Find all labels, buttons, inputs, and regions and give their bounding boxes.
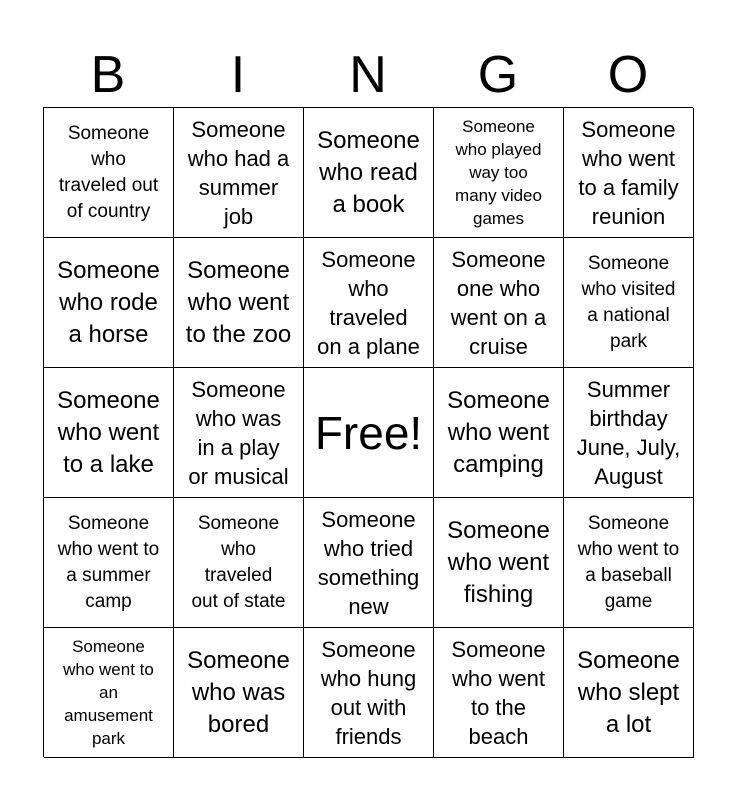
cell-text: Someone who went fishing [447, 516, 550, 608]
cell-text: Someone who hung out with friends [320, 636, 417, 749]
bingo-cell-r5c1[interactable] [44, 628, 174, 758]
bingo-board [43, 107, 693, 757]
cell-text: Someone who traveled on a plane [317, 246, 420, 359]
cell-text: Someone who slept a lot [577, 646, 680, 738]
cell-text: Someone who went to a family reunion [578, 116, 679, 229]
bingo-cell-r3c5[interactable] [564, 368, 694, 498]
bingo-cell-r1c2[interactable] [174, 108, 304, 238]
cell-text: Someone who went to a baseball game [577, 512, 680, 612]
bingo-cell-r5c5[interactable] [564, 628, 694, 758]
bingo-cell-r4c3[interactable] [304, 498, 434, 628]
cell-text: Someone who rode a horse [57, 256, 160, 348]
header-letter-i: I [230, 46, 246, 104]
bingo-cell-r1c3[interactable] [304, 108, 434, 238]
bingo-cell-r2c3[interactable] [304, 238, 434, 368]
cell-text: Someone who went to a summer camp [57, 512, 160, 612]
free-space[interactable] [304, 368, 434, 498]
bingo-cell-r4c1[interactable] [44, 498, 174, 628]
cell-text: Someone who was in a play or musical [188, 376, 289, 489]
cell-text: Summer birthday June, July, August [576, 376, 681, 489]
bingo-header [43, 44, 693, 106]
bingo-cell-r2c2[interactable] [174, 238, 304, 368]
bingo-cell-r5c3[interactable] [304, 628, 434, 758]
cell-text: Someone who traveled out of country [58, 122, 159, 222]
bingo-cell-r1c5[interactable] [564, 108, 694, 238]
cell-text: Someone who traveled out of state [191, 512, 286, 612]
cell-text: Someone who had a summer job [187, 116, 290, 229]
bingo-cell-r2c1[interactable] [44, 238, 174, 368]
cell-text: Someone who tried something new [317, 506, 420, 619]
bingo-cell-r5c2[interactable] [174, 628, 304, 758]
cell-text: Someone who was bored [187, 646, 290, 738]
cell-text: Someone who went to the zoo [185, 256, 292, 348]
bingo-cell-r4c5[interactable] [564, 498, 694, 628]
header-letter-g: G [477, 46, 519, 104]
cell-text: Someone who read a book [317, 126, 420, 218]
bingo-cell-r4c2[interactable] [174, 498, 304, 628]
cell-text: Someone one who went on a cruise [450, 246, 547, 359]
bingo-cell-r3c4[interactable] [434, 368, 564, 498]
bingo-cell-r5c4[interactable] [434, 628, 564, 758]
header-letter-n: N [349, 46, 387, 104]
cell-text: Someone who went to the beach [451, 636, 546, 749]
bingo-cell-r2c4[interactable] [434, 238, 564, 368]
cell-text: Someone who went to an amusement park [63, 637, 154, 748]
cell-text: Someone who visited a national park [581, 252, 676, 352]
free-space-label: Free! [314, 406, 423, 459]
cell-text: Someone who went to a lake [57, 386, 160, 478]
cell-text: Someone who played way too many video games [455, 117, 542, 228]
bingo-cell-r1c1[interactable] [44, 108, 174, 238]
cell-text: Someone who went camping [447, 386, 550, 478]
bingo-cell-r1c4[interactable] [434, 108, 564, 238]
bingo-cell-r2c5[interactable] [564, 238, 694, 368]
bingo-cell-r3c1[interactable] [44, 368, 174, 498]
bingo-cell-r4c4[interactable] [434, 498, 564, 628]
bingo-cell-r3c2[interactable] [174, 368, 304, 498]
header-letter-b: B [90, 46, 126, 104]
header-letter-o: O [607, 46, 649, 104]
